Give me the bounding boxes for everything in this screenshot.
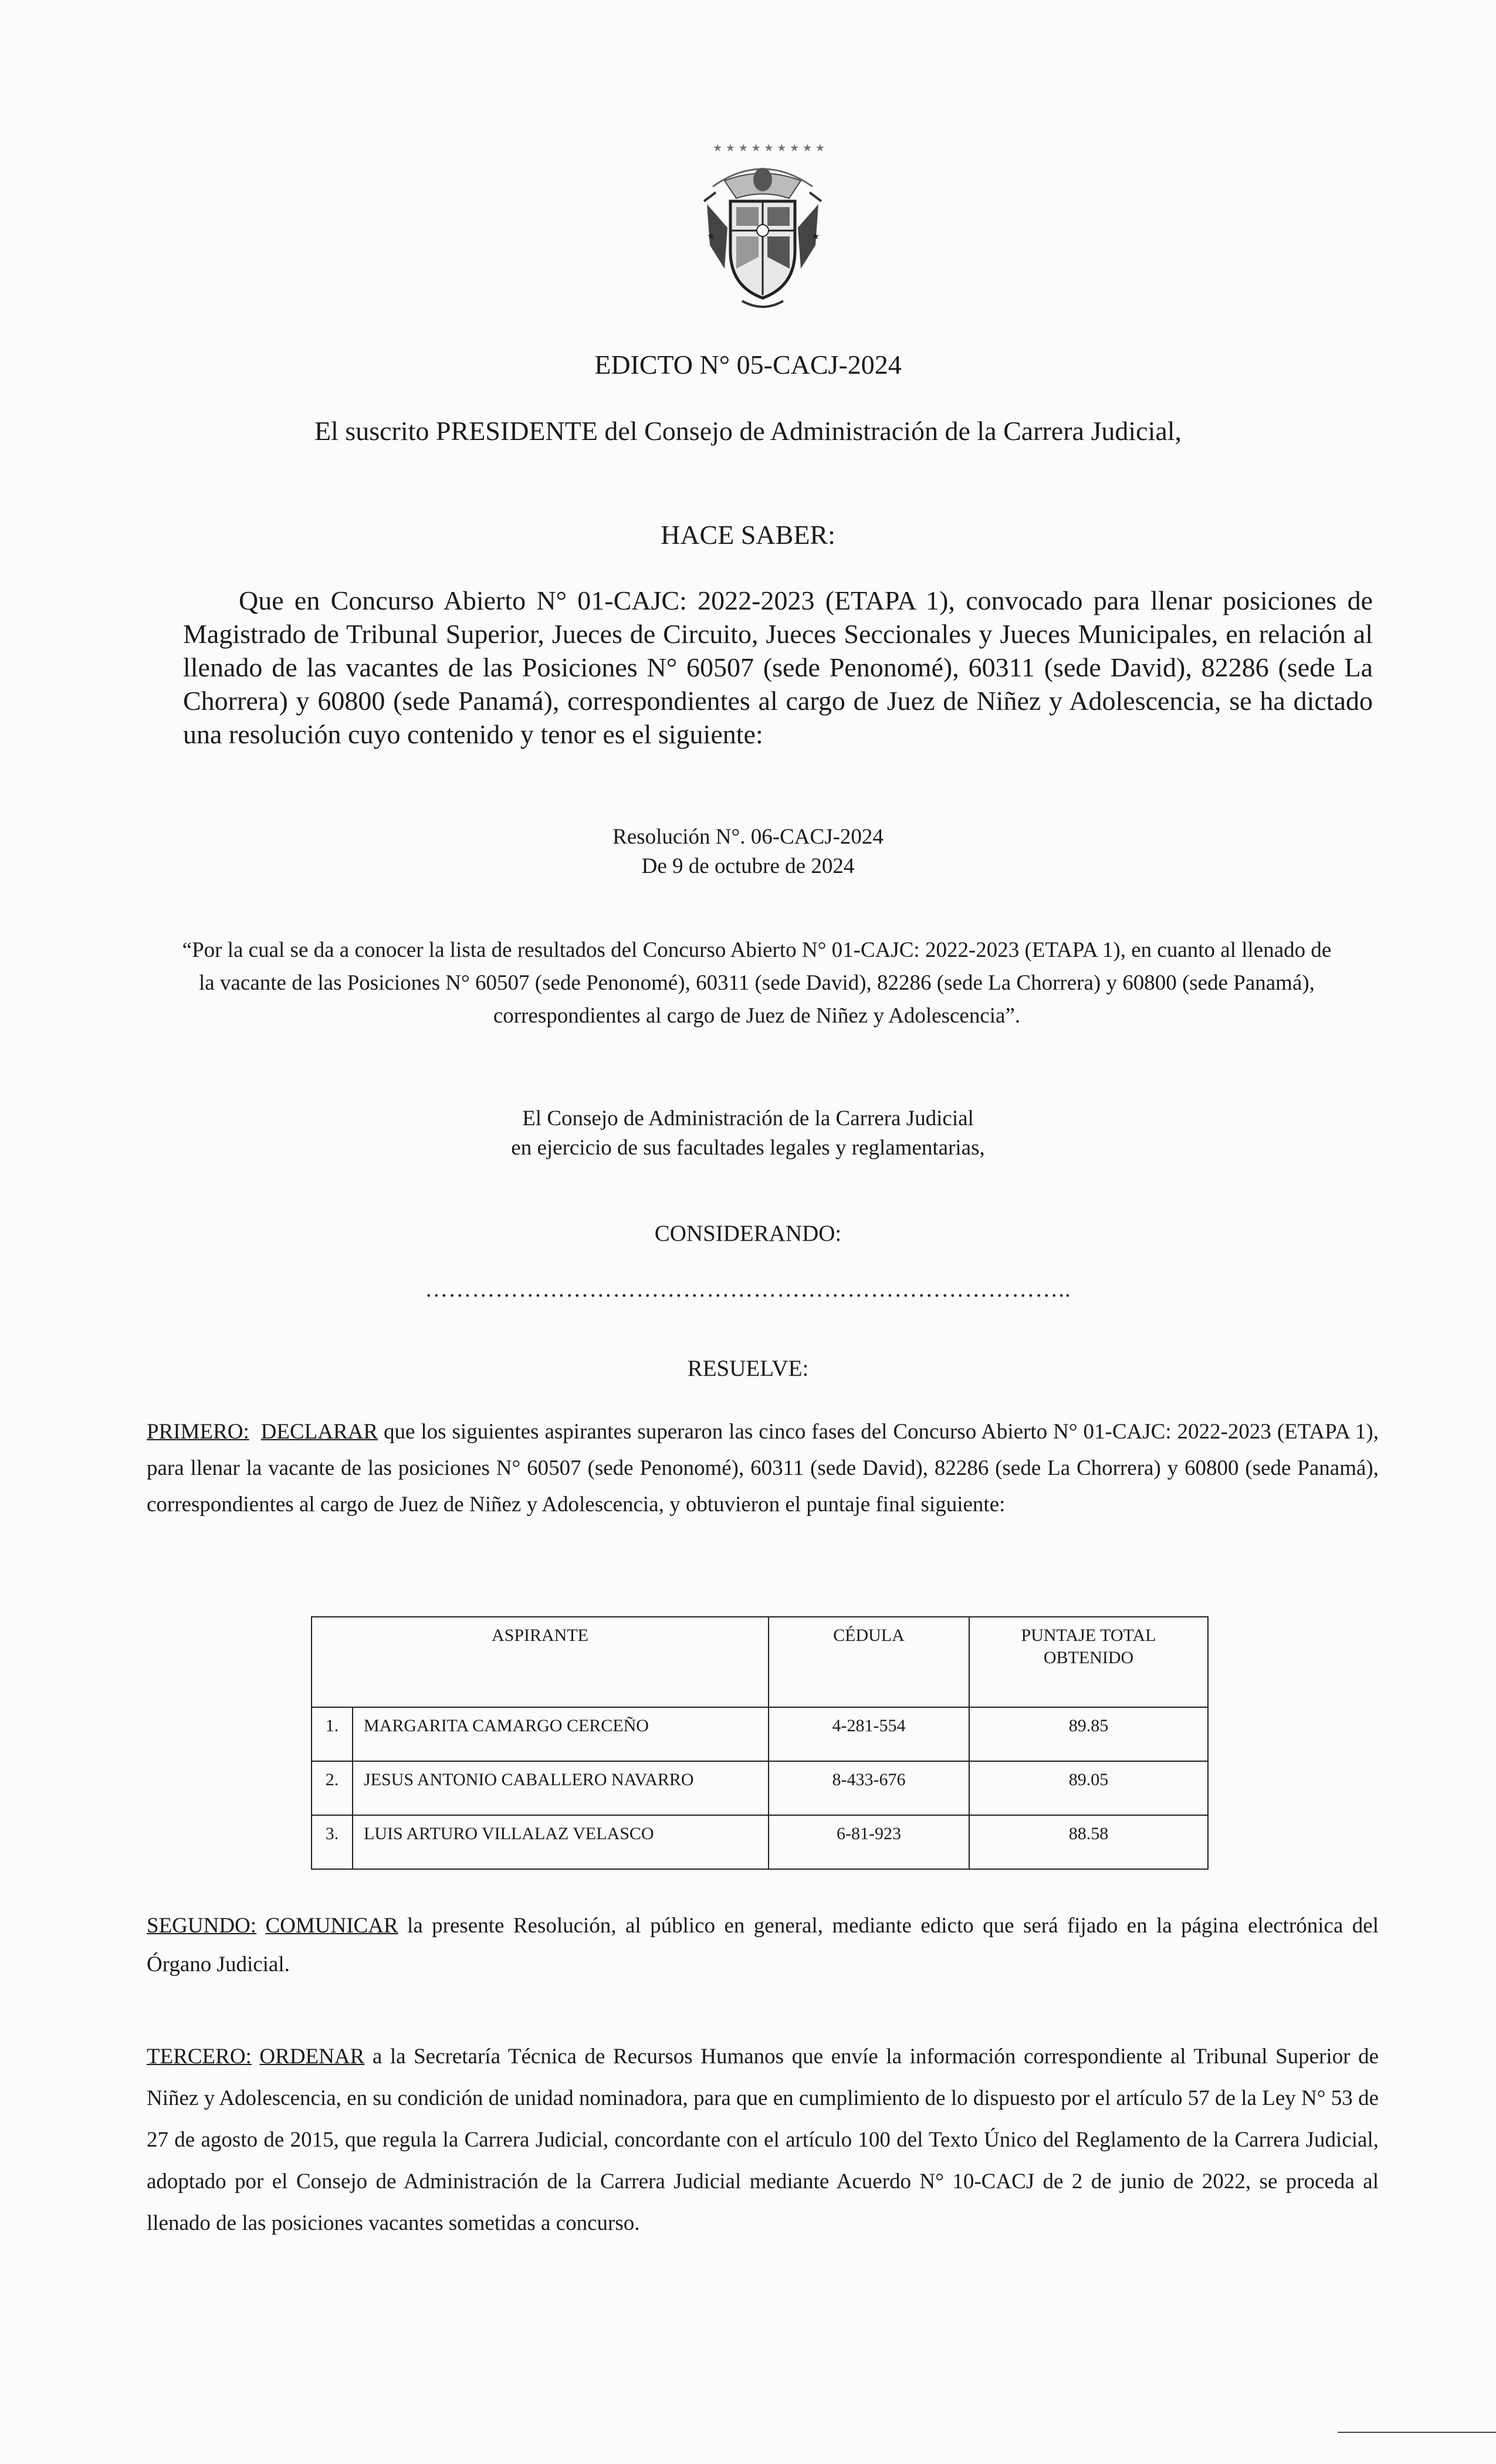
body-paragraph-text: Que en Concurso Abierto N° 01-CAJC: 2022-2023 (ETAPA 1), convocado para llenar posiciones de Magistrado de Tribunal Superior, Jueces de Circuito, Jueces Seccionales y Jueces Municipales, en relación al llenado de las vacantes de las Posiciones N° 60507 (sede Penonomé), 60311 (sede David), 82286 (sede La Chorrera) y 60800 (sede Panamá), correspondientes al cargo de Juez de Niñez y Adolescencia, se ha dictado una resolución cuyo contenido y tenor es el siguiente:: [183, 585, 1373, 749]
tercero-paragraph: [147, 2036, 1379, 2244]
primero-verb: DECLARAR: [260, 1420, 378, 1444]
table-header-row: [312, 1617, 1208, 1707]
row-name: MARGARITA CAMARGO CERCEÑO: [353, 1707, 769, 1761]
row-number: 1.: [312, 1707, 353, 1761]
row-puntaje: 88.58: [969, 1815, 1208, 1869]
primero-label: PRIMERO:: [147, 1420, 249, 1444]
coat-of-arms-seal-icon: [689, 134, 836, 321]
row-name: LUIS ARTURO VILLALAZ VELASCO: [353, 1815, 769, 1869]
tercero-text: a la Secretaría Técnica de Recursos Humanos que envíe la información correspondiente al Tribunal Superior de Niñez y Adolescencia, en su condición de unidad nominadora, para que en cumplimiento de lo dispuesto por el artículo 57 de la Ley N° 53 de 27 de agosto de 2015, que regula la Carrera Judicial, concordante con el artículo 100 del Texto Único del Reglamento de la Carrera Judicial, adoptado por el Consejo de Administración de la Carrera Judicial mediante Acuerdo N° 10-CACJ de 2 de junio de 2022, se proceda al llenado de las posiciones vacantes sometidas a concurso.: [147, 2045, 1379, 2235]
row-puntaje: 89.85: [969, 1707, 1208, 1761]
row-number: 3.: [312, 1815, 353, 1869]
edict-title: EDICTO N° 05-CACJ-2024: [594, 350, 902, 380]
results-table-wrapper: [311, 1616, 1209, 1870]
header-puntaje-line1: PUNTAJE TOTAL: [1021, 1626, 1156, 1645]
row-cedula: 4-281-554: [769, 1707, 969, 1761]
council-line-2: en ejercicio de sus facultades legales y reglamentarias,: [511, 1136, 985, 1160]
intro-line: El suscrito PRESIDENTE del Consejo de Administración de la Carrera Judicial,: [314, 416, 1182, 446]
tercero-label: TERCERO:: [147, 2045, 252, 2069]
segundo-paragraph: [147, 1907, 1379, 1984]
row-cedula: 6-81-923: [769, 1815, 969, 1869]
primero-paragraph: [147, 1414, 1379, 1523]
segundo-text: la presente Resolución, al público en general, mediante edicto que será fijado en la página electrónica del Órgano Judicial.: [147, 1914, 1379, 1976]
resolution-quote: “Por la cual se da a conocer la lista de resultados del Concurso Abierto N° 01-CAJC: 2022-2023 (ETAPA 1), en cuanto al llenado de la vacante de las Posiciones N° 60507 (sede Penonomé), 60311 (sede David), 82286 (sede La Chorrera) y 60800 (sede Panamá), correspondientes al cargo de Juez de Niñez y Adolescencia”.: [182, 938, 1332, 1028]
svg-text:★: ★: [811, 232, 820, 242]
primero-text: que los siguientes aspirantes superaron las cinco fases del Concurso Abierto N° 01-CAJC: 2022-2023 (ETAPA 1), para llenar la vacante de las posiciones N° 60507 (sede Penonomé), 60311 (sede David), 82286 (sede La Chorrera) y 60800 (sede Panamá), correspondientes al cargo de Juez de Niñez y Adolescencia, y obtuvieron el puntaje final siguiente:: [147, 1420, 1379, 1517]
tercero-verb: ORDENAR: [259, 2045, 365, 2069]
table-row: [312, 1815, 1208, 1869]
council-line-1: El Consejo de Administración de la Carrera Judicial: [522, 1106, 974, 1131]
body-paragraph: [183, 584, 1373, 751]
header-cedula: CÉDULA: [769, 1617, 969, 1707]
row-number: 2.: [312, 1761, 353, 1815]
considerando-heading: CONSIDERANDO:: [654, 1221, 842, 1246]
segundo-verb: COMUNICAR: [265, 1914, 398, 1938]
svg-text:★ ★ ★ ★ ★ ★ ★ ★ ★: ★ ★ ★ ★ ★ ★ ★ ★ ★: [713, 142, 825, 154]
elision-dots: ………………………………………………………………………..: [425, 1277, 1071, 1302]
footer-rule: [1338, 2432, 1496, 2433]
header-puntaje: [969, 1617, 1208, 1707]
table-row: [312, 1761, 1208, 1815]
resolution-date: De 9 de octubre de 2024: [641, 854, 855, 878]
results-table: [311, 1616, 1209, 1870]
table-row: [312, 1707, 1208, 1761]
hace-saber-heading: HACE SABER:: [661, 520, 835, 550]
header-aspirante: ASPIRANTE: [312, 1617, 769, 1707]
resuelve-heading: RESUELVE:: [687, 1356, 809, 1381]
row-name: JESUS ANTONIO CABALLERO NAVARRO: [353, 1761, 769, 1815]
header-puntaje-line2: OBTENIDO: [1043, 1648, 1134, 1667]
row-cedula: 8-433-676: [769, 1761, 969, 1815]
row-puntaje: 89.05: [969, 1761, 1208, 1815]
segundo-label: SEGUNDO:: [147, 1914, 257, 1938]
resolution-number: Resolución N°. 06-CACJ-2024: [612, 825, 884, 849]
svg-text:★: ★: [707, 232, 716, 242]
